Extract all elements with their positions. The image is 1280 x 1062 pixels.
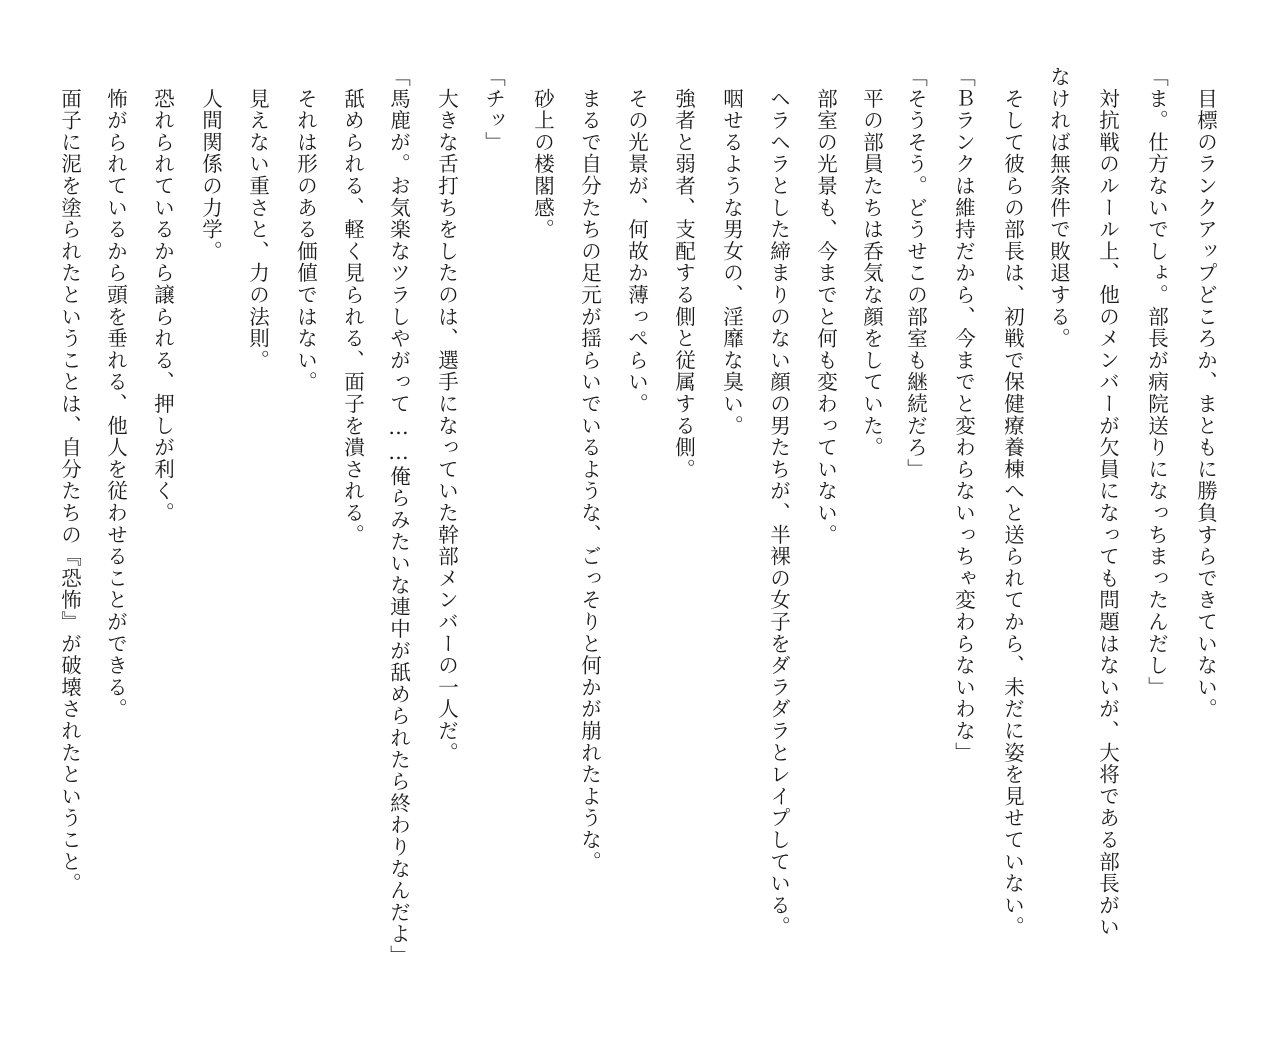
text-line: なければ無条件で敗退する。 [1046,66,1071,350]
text-line: その光景が、何故か薄っぺらい。 [624,66,649,415]
text-line: 咽せるような男女の、淫靡な臭い。 [719,66,744,437]
text-line: 怖がられているから頭を垂れる、他人を従わせることができる。 [103,66,128,720]
text-line: 強者と弱者、支配する側と従属する側。 [671,66,696,481]
text-line: 「そうそう。どうせこの部室も継続だろ」 [903,66,928,481]
text-line: 「Ｂランクは維持だから、今までと変わらないっちゃ変わらないわな」 [951,66,976,764]
text-line: まるで自分たちの足元が揺らいでいるような、ごっそりと何かが崩れたような。 [577,66,602,873]
text-line: 恐れられているから譲られる、押しが利く。 [150,66,175,524]
text-line: 平の部員たちは呑気な顔をしていた。 [859,66,884,459]
text-line: 「馬鹿が。お気楽なツラしやがって……俺らみたいな連中が舐められたら終わりなんだよ」 [386,66,411,967]
text-line: 面子に泥を塗られたということは、自分たちの『恐怖』が破壊されたということ。 [57,66,82,895]
text-line: 部室の光景も、今までと何も変わっていない。 [813,66,838,546]
text-line: それは形のある価値ではない。 [293,66,318,393]
text-line: ヘラヘラとした締まりのない顔の男たちが、半裸の女子をダラダラとレイプしている。 [766,66,791,938]
text-line: 見えない重さと、力の法則。 [245,66,270,372]
text-line: そして彼らの部長は、初戦で保健療養棟へと送られてから、未だに姿を見せていない。 [1000,66,1025,938]
text-line: 「ま。仕方ないでしょ。部長が病院送りになっちまったんだし」 [1144,66,1169,699]
text-line: 人間関係の力学。 [198,66,223,263]
text-line: 目標のランクアップどころか、まともに勝負すらできていない。 [1193,66,1218,720]
text-line: 対抗戦のルール上、他のメンバーが欠員になっても問題はないが、大将である部長がい [1095,66,1120,938]
text-line: 「チッ」 [481,66,506,154]
text-line: 砂上の楼閣感。 [530,66,555,241]
text-line: 大きな舌打ちをしたのは、選手になっていた幹部メンバーの一人だ。 [434,66,459,764]
text-line: 舐められる、軽く見られる、面子を潰される。 [340,66,365,546]
